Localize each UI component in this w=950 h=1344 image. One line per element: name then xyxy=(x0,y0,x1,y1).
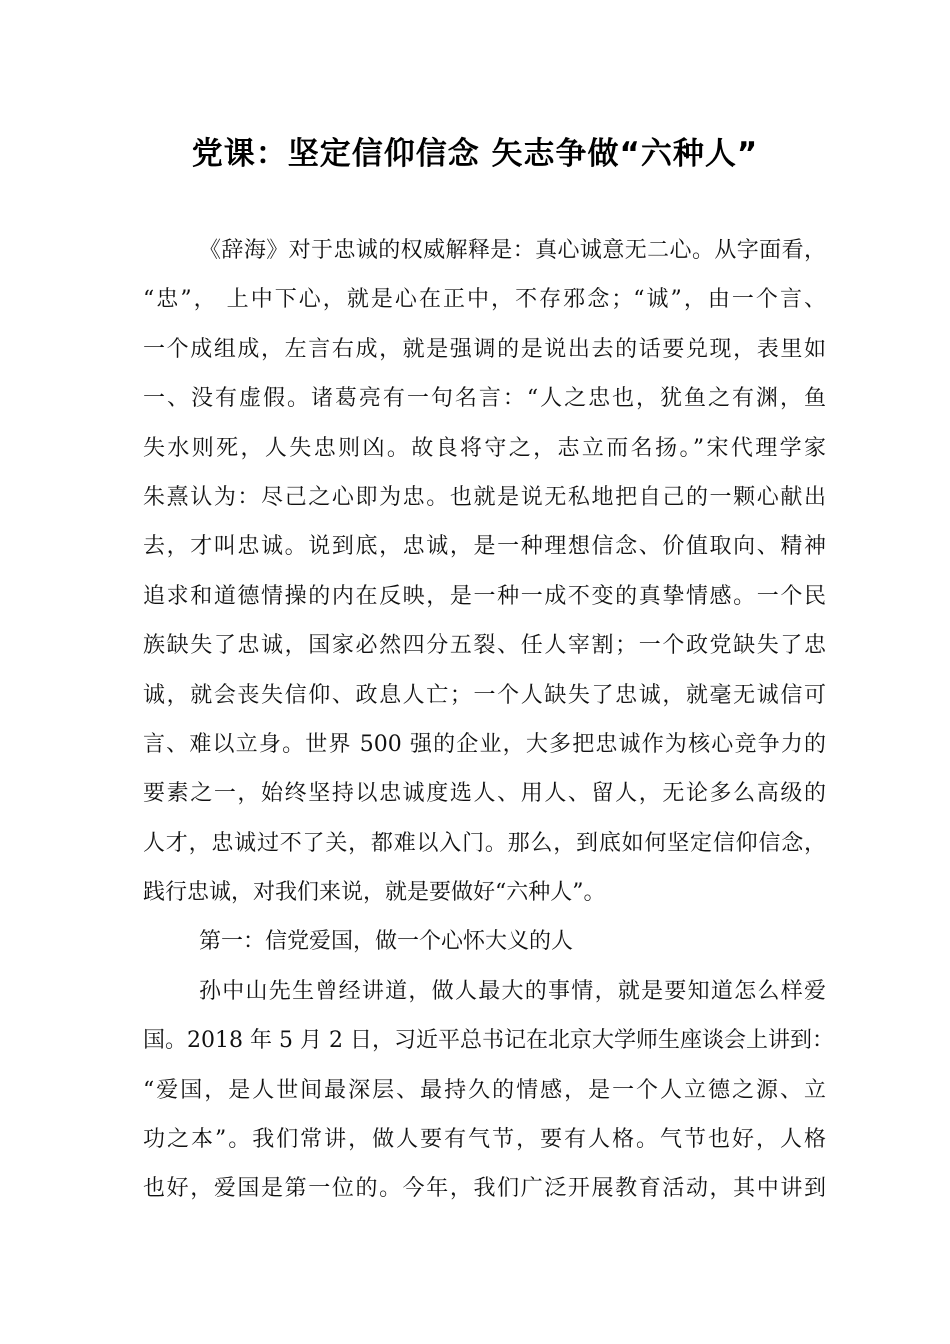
paragraph-line: 族缺失了忠诚，国家必然四分五裂、任人宰割；一个政党缺失了忠 xyxy=(143,633,826,659)
paragraph-line: 追求和道德情操的内在反映，是一种一成不变的真挚情感。一个民 xyxy=(143,583,826,609)
paragraph-line: “忠”， 上中下心，就是心在正中，不存邪念；“诚”，由一个言、 xyxy=(143,287,826,313)
section-heading: 第一：信党爱国，做一个心怀大义的人 xyxy=(199,929,574,955)
paragraph-line: 孙中山先生曾经讲道，做人最大的事情，就是要知道怎么样爱 xyxy=(199,978,826,1004)
paragraph-line: 国。2018 年 5 月 2 日，习近平总书记在北京大学师生座谈会上讲到： xyxy=(143,1028,834,1054)
paragraph-line: 失水则死，人失忠则凶。故良将守之，志立而名扬。”宋代理学家 xyxy=(143,435,826,461)
paragraph-line: 去，才叫忠诚。说到底，忠诚，是一种理想信念、价值取向、精神 xyxy=(143,534,826,560)
paragraph-line: 践行忠诚，对我们来说，就是要做好“六种人”。 xyxy=(143,880,606,906)
paragraph-line: 《辞海》对于忠诚的权威解释是：真心诚意无二心。从字面看， xyxy=(199,238,826,263)
paragraph-line: 一个成组成，左言右成，就是强调的是说出去的话要兑现，表里如 xyxy=(143,336,826,362)
page-title: 党课：坚定信仰信念 矢志争做“六种人” xyxy=(191,136,759,172)
paragraph-line: 一、没有虚假。诸葛亮有一句名言：“人之忠也，犹鱼之有渊，鱼 xyxy=(143,386,826,412)
paragraph-line: 言、难以立身。世界 500 强的企业，大多把忠诚作为核心竞争力的 xyxy=(143,731,826,757)
paragraph-line: 功之本”。我们常讲，做人要有气节，要有人格。气节也好，人格 xyxy=(143,1127,826,1153)
paragraph-line: 人才，忠诚过不了关，都难以入门。那么，到底如何坚定信仰信念， xyxy=(143,830,826,856)
paragraph-line: 也好，爱国是第一位的。今年，我们广泛开展教育活动，其中讲到 xyxy=(143,1176,826,1202)
paragraph-line: 诚，就会丧失信仰、政息人亡；一个人缺失了忠诚，就毫无诚信可 xyxy=(143,682,826,708)
document-body xyxy=(143,226,834,1214)
paragraph-line: 要素之一，始终坚持以忠诚度选人、用人、留人，无论多么高级的 xyxy=(143,781,826,807)
paragraph-line: 朱熹认为：尽己之心即为忠。也就是说无私地把自己的一颗心献出 xyxy=(143,484,826,510)
paragraph-line: “爱国，是人世间最深层、最持久的情感，是一个人立德之源、立 xyxy=(143,1077,826,1103)
